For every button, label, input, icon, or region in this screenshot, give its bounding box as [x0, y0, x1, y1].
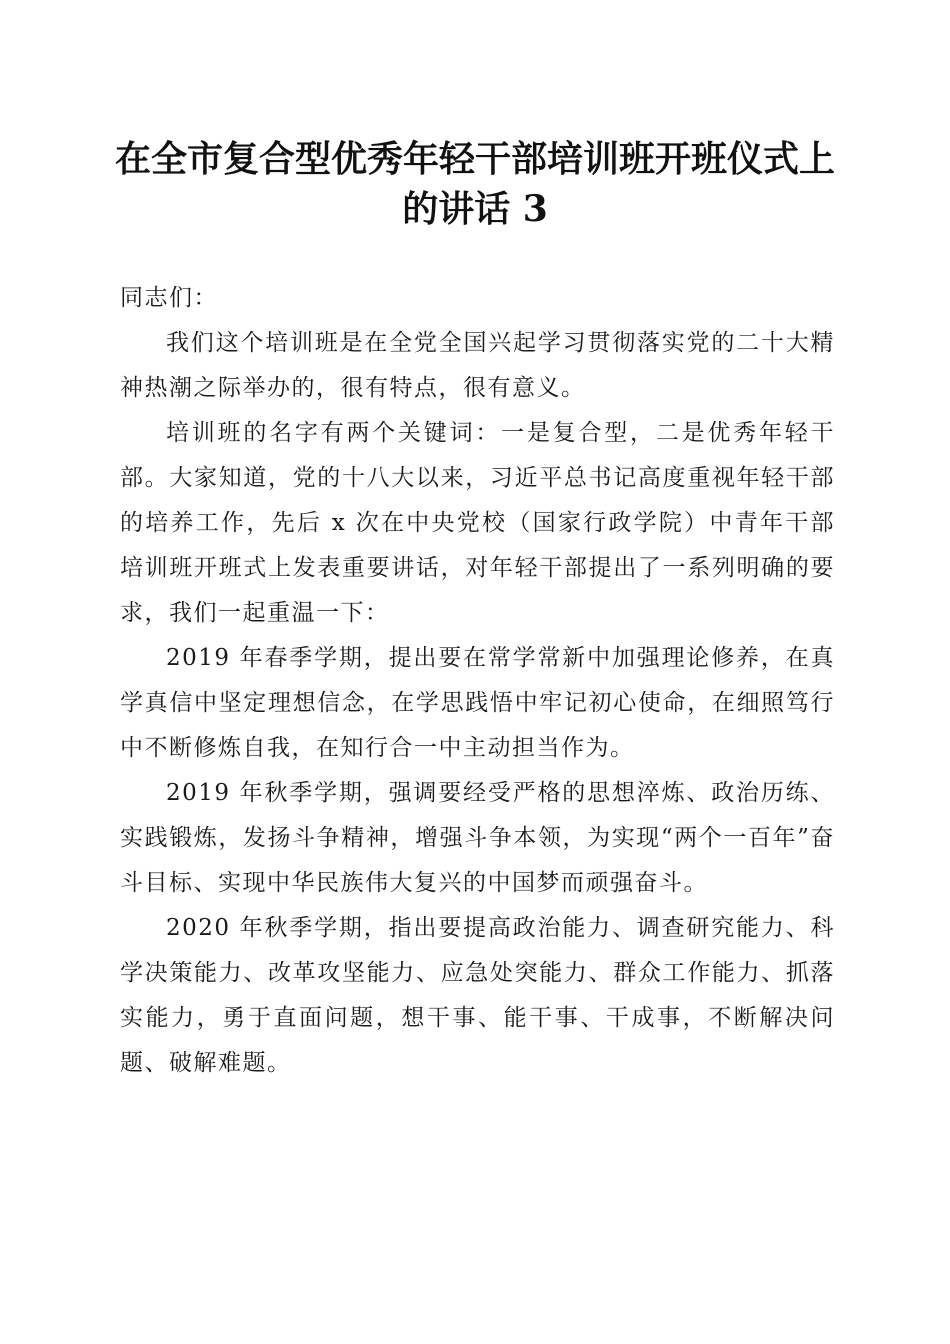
paragraph-1: 我们这个培训班是在全党全国兴起学习贯彻落实党的二十大精神热潮之际举办的，很有特点，很有意义。 — [120, 330, 835, 401]
salutation: 同志们： — [120, 285, 218, 311]
document-title-line-1: 在全市复合型优秀年轻干部培训班开班仪式上 — [114, 138, 835, 180]
paragraph-3: 2019 年春季学期，提出要在常学常新中加强理论修养，在真学真信中坚定理想信念，在学思践悟中牢记初心使命，在细照笃行中不断修炼自我，在知行合一中主动担当作为。 — [120, 645, 835, 761]
paragraph-4: 2019 年秋季学期，强调要经受严格的思想淬炼、政治历练、实践锻炼，发扬斗争精神，增强斗争本领，为实现“两个一百年”奋斗目标、实现中华民族伟大复兴的中国梦而顽强奋斗。 — [120, 780, 835, 896]
document-title — [100, 134, 850, 234]
document-title-line-2: 的讲话 3 — [402, 188, 548, 230]
paragraph-2: 培训班的名字有两个关键词：一是复合型，二是优秀年轻干部。大家知道，党的十八大以来，习近平总书记高度重视年轻干部的培养工作，先后 x 次在中央党校（国家行政学院）中青年干部培训班开班式上发表重要讲话，对年轻干部提出了一系列明确的要求，我们一起重温一下： — [120, 420, 835, 626]
document-body — [120, 276, 835, 1086]
paragraph-5: 2020 年秋季学期，指出要提高政治能力、调查研究能力、科学决策能力、改革攻坚能力、应急处突能力、群众工作能力、抓落实能力，勇于直面问题，想干事、能干事、干成事，不断解决问题、破解难题。 — [120, 915, 835, 1076]
